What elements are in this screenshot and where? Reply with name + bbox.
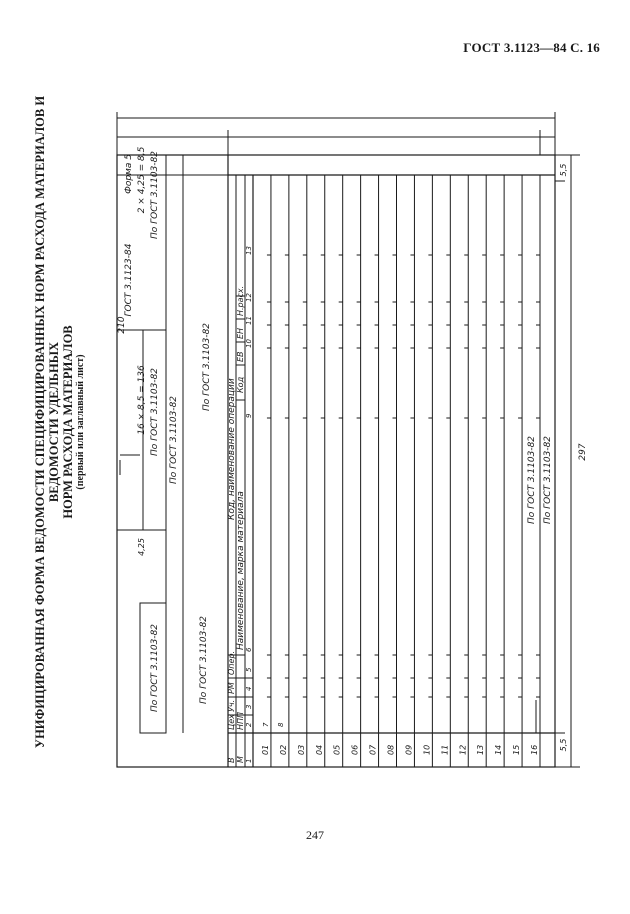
col-num-2: 2 <box>245 722 253 727</box>
ref-label-5: По ГОСТ 3.1103-82 <box>199 615 209 705</box>
table-row-lines <box>271 175 540 767</box>
ref-label-2: По ГОСТ 3.1103-82 <box>150 367 160 457</box>
col-kod-label: Код <box>236 376 245 393</box>
title-line-1: УНИФИЦИРОВАННАЯ ФОРМА ВЕДОМОСТИ СПЕЦИФИЦИРОВАННЫХ НОРМ РАСХОДА МАТЕРИАЛОВ И ВЕДОМОСТИ УДЕЛЬНЫХ <box>33 95 61 749</box>
dim-55-bottom-label: 5,5 <box>559 738 568 752</box>
col-num-13: 13 <box>245 246 253 255</box>
row-number: 01 <box>260 744 270 755</box>
ref-label-8: По ГОСТ 3.1103-82 <box>543 435 553 525</box>
col-num-1: 1 <box>245 758 253 763</box>
row-number-labels <box>261 744 539 755</box>
row-number: 03 <box>296 744 306 755</box>
table-row-ticks <box>267 255 540 733</box>
dim-margin-label: 2 × 4,25 = 8,5 <box>137 146 147 214</box>
dim-55-top-label: 5,5 <box>559 163 568 177</box>
title-line-3: (первый или заглавный лист) <box>75 354 86 490</box>
col-a-sub-label: М <box>236 756 245 763</box>
col-material-label: Наименование, марка материала <box>236 491 246 650</box>
col-en-label: ЕН <box>236 327 245 339</box>
row-number: 13 <box>476 744 486 755</box>
ref-label-7: По ГОСТ 3.1103-82 <box>527 435 537 525</box>
dim-297-label: 297 <box>578 443 588 461</box>
ref-label-1: По ГОСТ 3.1103-82 <box>150 623 160 713</box>
col-num-4: 4 <box>245 686 253 691</box>
col-num-6: 6 <box>245 647 253 652</box>
ref-label-4: По ГОСТ 3.1103-82 <box>150 150 160 240</box>
col-rm-label: РМ <box>227 682 236 694</box>
page-header: ГОСТ 3.1123—84 С. 16 <box>463 40 600 55</box>
col-tsekh-label: Цех <box>227 714 236 730</box>
col-num-3: 3 <box>245 704 253 709</box>
col-num-10: 10 <box>245 339 253 348</box>
col-num-5: 5 <box>245 667 253 672</box>
dim-small-label: 4,25 <box>137 538 146 556</box>
title-line-2: НОРМ РАСХОДА МАТЕРИАЛОВ <box>61 325 75 519</box>
row-number: 10 <box>422 744 432 755</box>
col-nrash-label: Н.расх. <box>236 285 245 316</box>
page-number: 247 <box>306 828 324 842</box>
sub-num-8: 8 <box>277 722 285 727</box>
gost-form-label: ГОСТ 3.1123-84 <box>124 243 134 317</box>
row-number: 12 <box>458 744 468 755</box>
col-ev-label: ЕВ <box>236 351 245 362</box>
row-number: 07 <box>368 744 378 755</box>
row-number: 05 <box>332 744 342 755</box>
col-uch-label: Уч. <box>227 699 236 712</box>
form-number-label: Форма 5 <box>124 154 134 194</box>
col-oper-label: Опер. <box>227 650 236 675</box>
row-number: 14 <box>494 744 504 755</box>
row-number: 06 <box>350 744 360 755</box>
row-number: 09 <box>404 744 414 755</box>
dim-210-label: 210 <box>117 316 127 334</box>
col-num-9: 9 <box>245 413 253 418</box>
sub-num-7: 7 <box>262 722 270 727</box>
row-number: 15 <box>512 744 522 755</box>
row-number: 02 <box>278 744 288 755</box>
row-number: 16 <box>530 744 539 755</box>
col-num-11: 11 <box>245 316 253 325</box>
dim-136-label: 16 × 8,5 = 136 <box>137 365 147 435</box>
ref-label-6: По ГОСТ 3.1103-82 <box>202 322 212 412</box>
row-number: 04 <box>314 744 324 755</box>
row-number: 08 <box>386 744 396 755</box>
ref-label-3: По ГОСТ 3.1103-82 <box>169 395 179 485</box>
col-a-label: В <box>227 757 236 763</box>
col-num-12: 12 <box>245 293 253 302</box>
row-number: 11 <box>440 744 450 755</box>
col-npp-label: НПП <box>236 711 245 730</box>
col-operation-label: Код, наименование операции <box>227 378 237 520</box>
